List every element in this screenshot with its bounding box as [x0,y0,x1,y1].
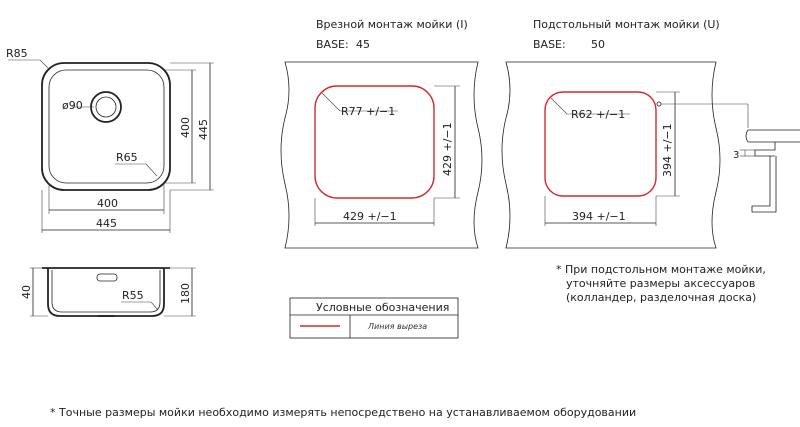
section-sink-wall [752,142,776,212]
undermount-title: Подстольный монтаж мойки (U) [533,18,720,31]
inner-width-label: 400 [97,197,118,210]
inset-mount-view [281,18,482,248]
undermount-width-label: 394 +/−1 [572,210,626,223]
bottom-radius-label: R55 [122,289,144,302]
rim-height-label: 40 [20,285,33,299]
inset-mount-title: Врезной монтаж мойки (I) [316,18,468,31]
legend [290,298,458,338]
top-view [6,47,214,233]
depth-label: 180 [179,283,192,304]
inner-height-label: 400 [179,117,192,138]
undermount-base-value: 50 [591,38,605,51]
undermount-height-label: 394 +/−1 [661,123,674,177]
undermount-note-2: уточняйте размеры аксессуаров [566,277,756,290]
inset-height-label: 429 +/−1 [441,122,454,176]
undermount-base-label: BASE: [533,38,566,51]
legend-item-label: Линия выреза [368,322,428,331]
undermount-note-3: (колландер, разделочная доска) [566,291,757,304]
inset-radius-label: R77 +/−1 [341,105,396,118]
sink-inner-bowl [49,70,164,183]
outer-radius-label: R85 [6,47,28,60]
legend-title: Условные обозначения [316,301,450,314]
outer-height-label: 445 [197,119,210,140]
undermount-note-1: * При подстольном монтаже мойки, [556,263,766,276]
outer-width-label: 445 [96,217,117,230]
section-countertop [746,130,800,142]
drain-diameter-label: ø90 [62,99,83,112]
inset-width-label: 429 +/−1 [343,210,397,223]
drain-outer [91,92,121,122]
undermount-gap-label: 3 [733,150,740,161]
undermount-view [502,18,800,304]
footer-note: * Точные размеры мойки необходимо измерять непосредствено на устанавливаемом оборудовании [50,406,637,419]
inset-base-value: 45 [356,38,370,51]
inset-base-label: BASE: [316,38,349,51]
side-view [20,268,196,316]
inner-radius-label: R65 [116,151,138,164]
inset-cutout-line [315,86,434,198]
sink-outer-rim [42,63,170,190]
undermount-radius-label: R62 +/−1 [571,108,626,121]
drain-inner [96,97,116,117]
